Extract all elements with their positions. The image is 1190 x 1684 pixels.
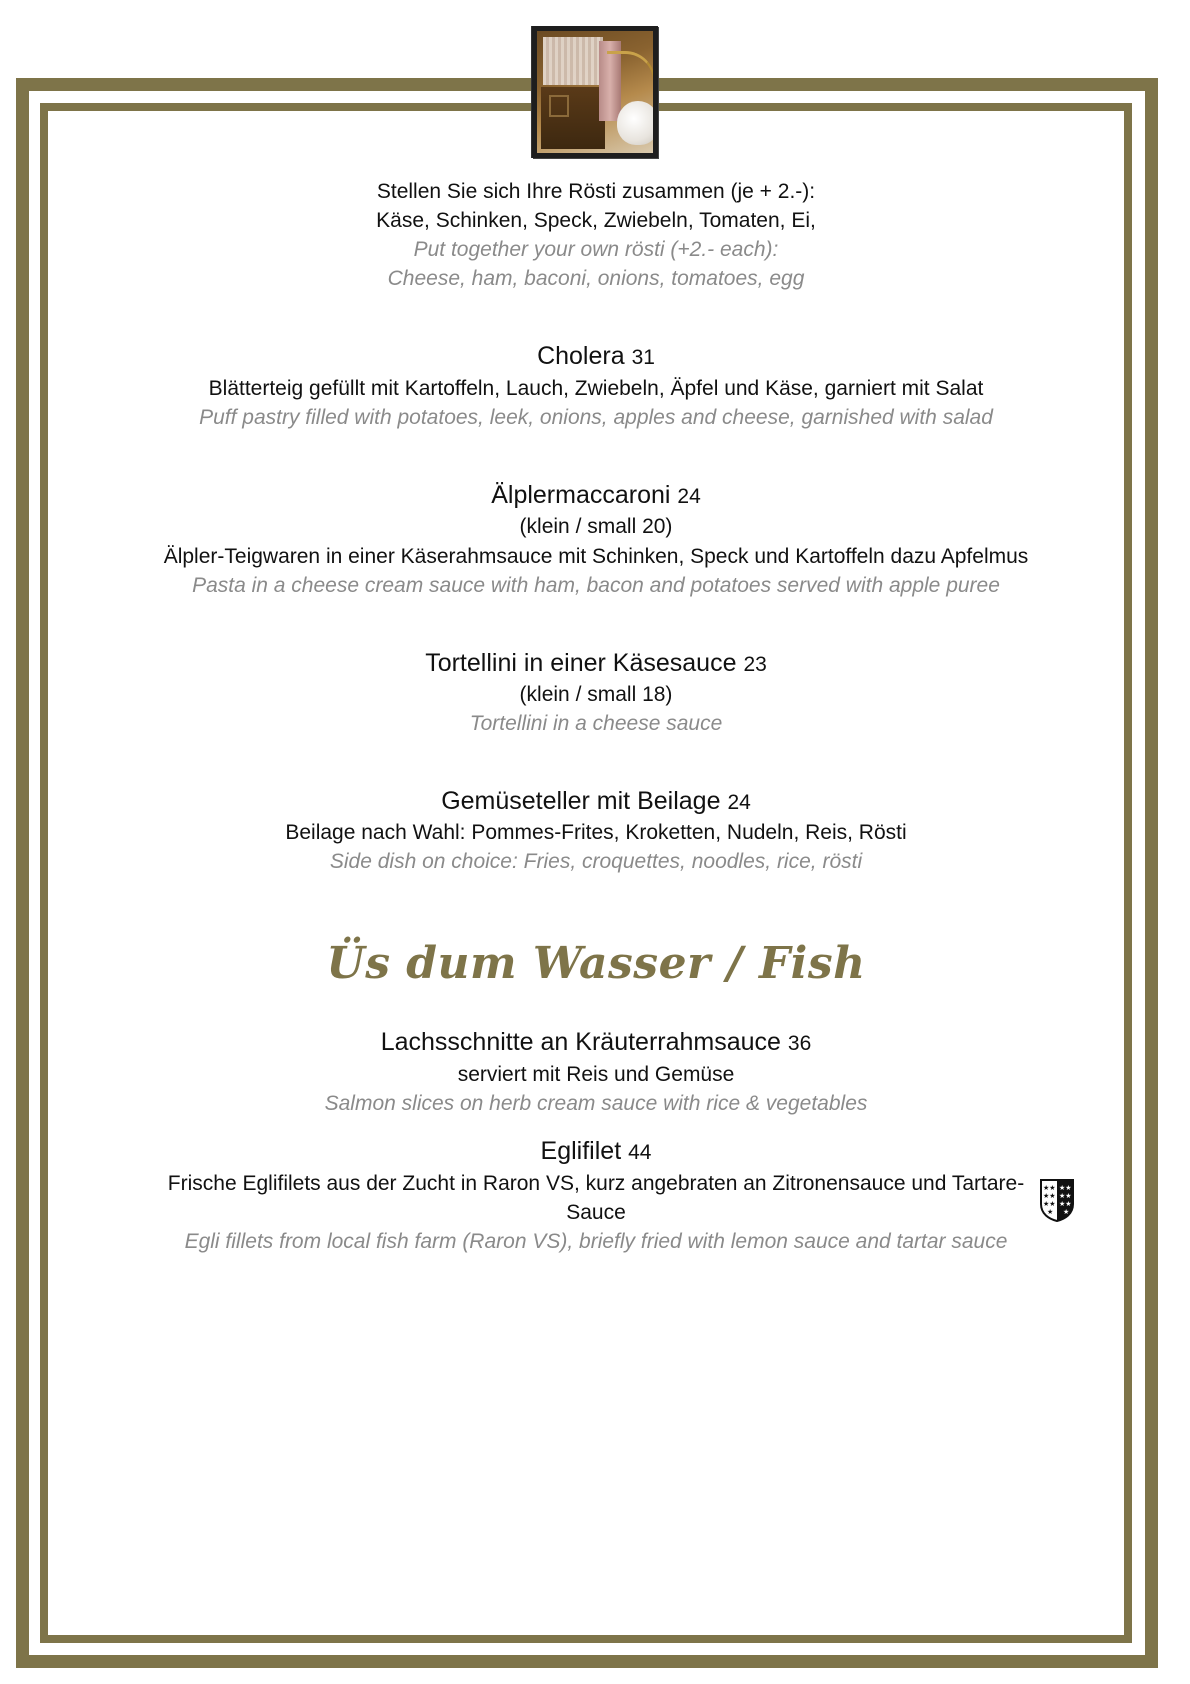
rosti-en-line2: Cheese, ham, baconi, onions, tomatoes, egg — [387, 267, 805, 290]
svg-text:★: ★ — [1063, 1208, 1070, 1216]
dish-price: 44 — [628, 1141, 652, 1164]
section-title-fish: Üs dum Wasser / Fish — [326, 938, 866, 989]
dish-name: Älplermaccaroni — [491, 481, 671, 509]
dish-desc-en: Puff pastry filled with potatoes, leek, onions, apples and cheese, garnished with salad — [199, 406, 993, 429]
rosti-de-line2: Käse, Schinken, Speck, Zwiebeln, Tomaten, Ei, — [376, 209, 816, 232]
svg-text:★★: ★★ — [1059, 1184, 1072, 1192]
dish-price: 31 — [631, 346, 655, 369]
dish-name: Tortellini in einer Käsesauce — [425, 649, 737, 677]
dish-desc-de: Blätterteig gefüllt mit Kartoffeln, Lauch, Zwiebeln, Äpfel und Käse, garniert mit Salat — [208, 377, 984, 400]
dish-small-portion: (klein / small 20) — [519, 515, 673, 538]
dish-price: 24 — [727, 791, 751, 814]
dish-title-gemuseteller — [60, 787, 1132, 816]
dish-desc-en: Tortellini in a cheese sauce — [469, 712, 723, 735]
dish-desc-en: Pasta in a cheese cream sauce with ham, bacon and potatoes served with apple puree — [192, 574, 1000, 597]
rosti-en-line1: Put together your own rösti (+2.- each): — [413, 238, 779, 261]
svg-text:★★: ★★ — [1043, 1192, 1056, 1200]
dish-desc-de-line2: Sauce — [566, 1201, 626, 1224]
dish-desc-en: Egli fillets from local fish farm (Raron VS), briefly fried with lemon sauce and tartar sauce — [184, 1230, 1008, 1253]
svg-text:★: ★ — [1047, 1208, 1054, 1216]
dish-price: 24 — [677, 485, 701, 508]
dish-title-eglifilet — [60, 1137, 1132, 1166]
dish-title-cholera — [60, 342, 1132, 371]
dish-desc-de: Älpler-Teigwaren in einer Käserahmsauce mit Schinken, Speck und Kartoffeln dazu Apfelmus — [163, 545, 1029, 568]
dish-desc-de-line1: Frische Eglifilets aus der Zucht in Raron VS, kurz angebraten an Zitronensauce und Tartare- — [167, 1172, 1025, 1195]
svg-text:★★: ★★ — [1059, 1192, 1072, 1200]
dish-name: Eglifilet — [540, 1137, 622, 1165]
dish-desc-en: Side dish on choice: Fries, croquettes, noodles, rice, rösti — [329, 850, 863, 873]
valais-coat-of-arms-icon — [1039, 1178, 1075, 1222]
svg-text:★★: ★★ — [1043, 1184, 1056, 1192]
dish-small-portion: (klein / small 18) — [519, 683, 673, 706]
dish-name: Gemüseteller mit Beilage — [441, 787, 721, 815]
dish-title-alplermaccaroni — [60, 481, 1132, 510]
restaurant-interior-photo — [532, 26, 658, 158]
dish-price: 23 — [743, 653, 767, 676]
svg-text:★★: ★★ — [1059, 1200, 1072, 1208]
svg-text:★★: ★★ — [1043, 1200, 1056, 1208]
dish-name: Lachsschnitte an Kräuterrahmsauce — [380, 1028, 781, 1056]
dish-title-lachsschnitte — [60, 1028, 1132, 1057]
dish-name: Cholera — [537, 342, 625, 370]
dish-desc-de: serviert mit Reis und Gemüse — [457, 1063, 735, 1086]
dish-price: 36 — [787, 1032, 812, 1055]
dish-desc-de: Beilage nach Wahl: Pommes-Frites, Kroketten, Nudeln, Reis, Rösti — [285, 821, 907, 844]
rosti-de-line1: Stellen Sie sich Ihre Rösti zusammen (je + 2.-): — [376, 180, 816, 203]
dish-desc-en: Salmon slices on herb cream sauce with rice & vegetables — [324, 1092, 868, 1115]
dish-title-tortellini — [60, 649, 1132, 678]
